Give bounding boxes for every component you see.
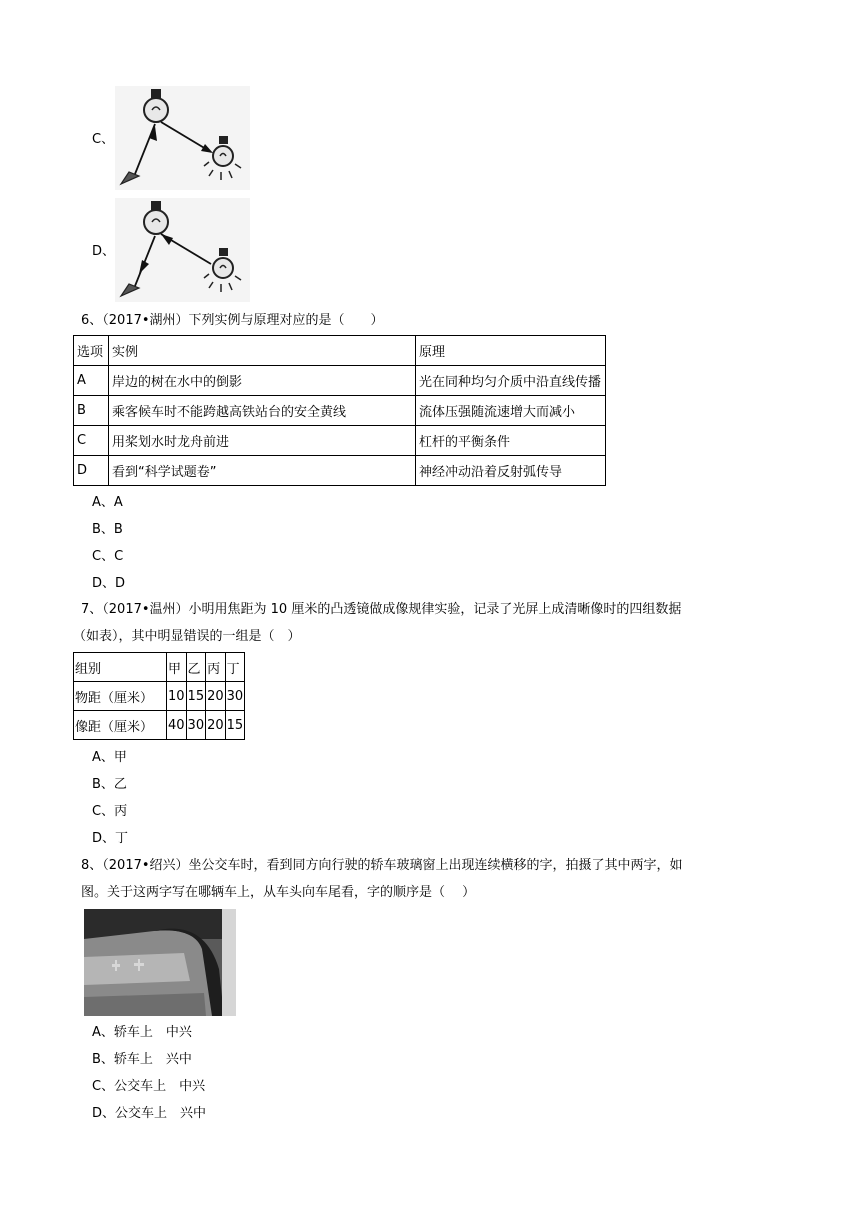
- table-header-cell: 组别: [74, 653, 167, 682]
- table-header-row: [74, 336, 606, 366]
- table-row: [74, 396, 606, 426]
- table-row: [74, 426, 606, 456]
- glowing-bulb-icon: [204, 136, 241, 180]
- table-cell: 20: [206, 711, 226, 740]
- table-cell: 15: [186, 682, 206, 711]
- question-7-option-d[interactable]: D、丁: [92, 831, 129, 846]
- question-8-option-c[interactable]: C、公交车上 中兴: [92, 1079, 206, 1094]
- question-8-option-a[interactable]: A、轿车上 中兴: [92, 1025, 192, 1040]
- table-cell: 15: [225, 711, 245, 740]
- eye-icon: [121, 172, 139, 184]
- question-7-stem-line-2: （如表），其中明显错误的一组是（ ）: [73, 629, 301, 644]
- car-window-photo: [84, 909, 236, 1016]
- table-row: [74, 682, 245, 711]
- table-header-row: [74, 653, 245, 682]
- question-6-table: [73, 335, 606, 486]
- table-header-cell: 丁: [225, 653, 245, 682]
- light-reflection-diagram-d: [115, 198, 250, 302]
- table-row: [74, 366, 606, 396]
- table-header-cell: 原理: [416, 336, 606, 366]
- table-cell: B: [74, 396, 109, 426]
- table-header-cell: 实例: [109, 336, 416, 366]
- question-7-table: [73, 652, 245, 740]
- table-cell: 30: [186, 711, 206, 740]
- question-7-option-c[interactable]: C、丙: [92, 804, 128, 819]
- light-reflection-diagram-c: [115, 86, 250, 190]
- question-6-stem: 6、（2017•湖州）下列实例与原理对应的是（ ）: [81, 313, 384, 328]
- table-cell: 40: [167, 711, 187, 740]
- question-6-option-d[interactable]: D、D: [92, 576, 126, 591]
- option-d-figure: [115, 198, 250, 302]
- table-cell: 30: [225, 682, 245, 711]
- table-cell: A: [74, 366, 109, 396]
- table-cell: 神经冲动沿着反射弧传导: [416, 456, 606, 486]
- table-header-cell: 选项: [74, 336, 109, 366]
- question-7-stem-line-1: 7、（2017•温州）小明用焦距为 10 厘米的凸透镜做成像规律实验，记录了光屏上成清晰像时的四组数据: [81, 602, 682, 617]
- question-8-option-d[interactable]: D、公交车上 兴中: [92, 1106, 207, 1121]
- table-cell: 10: [167, 682, 187, 711]
- option-c-label: C、: [92, 132, 115, 147]
- question-7-option-b[interactable]: B、乙: [92, 777, 127, 792]
- table-cell: 杠杆的平衡条件: [416, 426, 606, 456]
- question-6-option-c[interactable]: C、C: [92, 549, 124, 564]
- table-header-cell: 丙: [206, 653, 226, 682]
- option-c-figure: [115, 86, 250, 190]
- table-cell: 像距（厘米）: [74, 711, 167, 740]
- table-cell: 物距（厘米）: [74, 682, 167, 711]
- table-cell: 看到“科学试题卷”: [109, 456, 416, 486]
- table-row: [74, 456, 606, 486]
- table-header-cell: 甲: [167, 653, 187, 682]
- table-cell: 20: [206, 682, 226, 711]
- table-cell: 光在同种均匀介质中沿直线传播: [416, 366, 606, 396]
- option-d-label: D、: [92, 244, 116, 259]
- table-row: [74, 711, 245, 740]
- table-header-cell: 乙: [186, 653, 206, 682]
- table-cell: D: [74, 456, 109, 486]
- table-cell: 岸边的树在水中的倒影: [109, 366, 416, 396]
- light-bulb-icon: [144, 201, 168, 234]
- question-6-option-b[interactable]: B、B: [92, 522, 123, 537]
- table-cell: 乘客候车时不能跨越高铁站台的安全黄线: [109, 396, 416, 426]
- question-8-stem-line-1: 8、（2017•绍兴）坐公交车时，看到同方向行驶的轿车玻璃窗上出现连续横移的字，拍摄了其中两字，如: [81, 858, 683, 873]
- eye-icon: [121, 284, 139, 296]
- light-bulb-icon: [144, 89, 168, 122]
- question-8-option-b[interactable]: B、轿车上 兴中: [92, 1052, 192, 1067]
- table-cell: 用桨划水时龙舟前进: [109, 426, 416, 456]
- question-7-option-a[interactable]: A、甲: [92, 750, 127, 765]
- glowing-bulb-icon: [204, 248, 241, 292]
- question-6-option-a[interactable]: A、A: [92, 495, 123, 510]
- table-cell: 流体压强随流速增大而减小: [416, 396, 606, 426]
- question-8-stem-line-2: 图。关于这两字写在哪辆车上，从车头向车尾看，字的顺序是（ ）: [81, 885, 476, 900]
- table-cell: C: [74, 426, 109, 456]
